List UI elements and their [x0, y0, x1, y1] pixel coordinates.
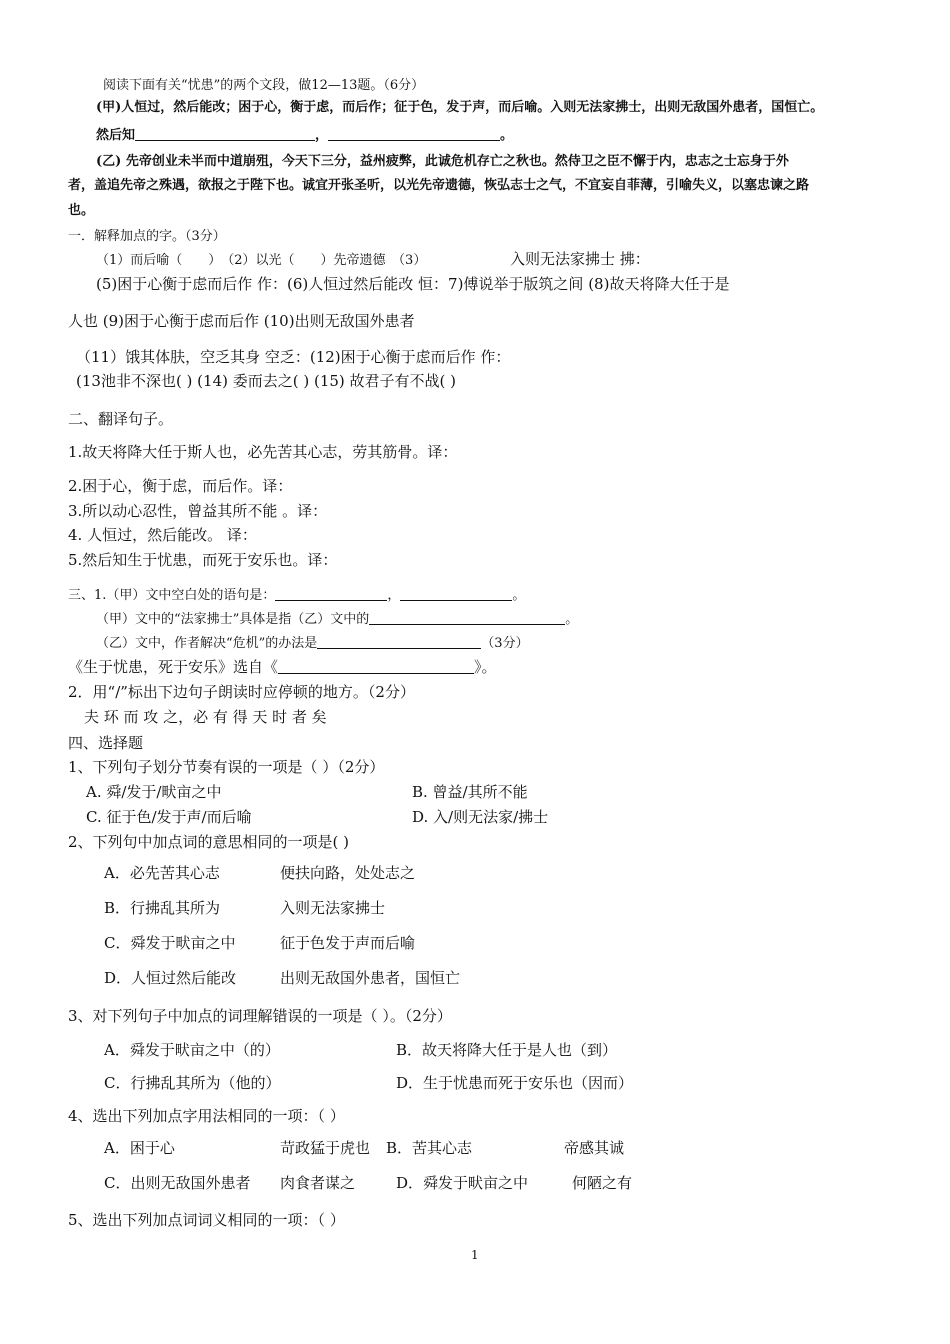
blank-jia-2[interactable]	[328, 126, 500, 141]
section3-q2-prefix: （甲）文中的“法家拂士”具体是指（乙）文中的	[96, 612, 370, 627]
choice-q4-option-a-pair: 苛政猛于虎也	[280, 1139, 371, 1157]
section3-q2-end: 。	[565, 612, 579, 627]
section3-q5: 2．用“/”标出下边句子朗读时应停顿的地方。（2分）	[68, 683, 415, 701]
choice-q4-option-b-pair: 帝感其诚	[564, 1139, 625, 1157]
translate-q2: 2.困于心，衡于虑，而后作。译：	[68, 477, 293, 495]
choice-q4-option-a[interactable]: A．困于心	[104, 1139, 175, 1157]
section4-title: 四、选择题	[68, 734, 144, 752]
blank-s3-q3[interactable]	[317, 634, 481, 649]
section3-q1	[68, 586, 525, 604]
section3-q5-sentence: 夫 环 而 攻 之，必 有 得 天 时 者 矣	[84, 708, 327, 726]
passage-jia-end: 。	[500, 128, 514, 143]
choice-q3-stem: 3、对下列句子中加点的词理解错误的一项是（ ）。（2分）	[68, 1007, 452, 1025]
section3-q1-end: 。	[512, 588, 526, 603]
section3-q3-suffix: （3分）	[481, 636, 529, 651]
blank-s3-q2[interactable]	[369, 610, 565, 625]
section1-title: 一．解释加点的字。（3分）	[68, 229, 226, 244]
blank-s3-q1-a[interactable]	[275, 586, 387, 601]
choice-q3-option-d[interactable]: D．生于忧患而死于安乐也（因而）	[396, 1074, 634, 1092]
translate-q3: 3.所以动心忍性，曾益其所不能 。译：	[68, 502, 328, 520]
choice-q4-option-c[interactable]: C．出则无敌国外患者	[104, 1174, 251, 1192]
choice-q2-stem: 2、下列句中加点词的意思相同的一项是( )	[68, 833, 350, 851]
choice-q4-stem: 4、选出下列加点字用法相同的一项：（ ）	[68, 1107, 345, 1125]
section3-q2	[96, 610, 578, 628]
choice-q4-option-b[interactable]: B．苦其心志	[386, 1139, 473, 1157]
blank-s3-q4[interactable]	[278, 659, 474, 674]
passage-yi-line3: 也。	[68, 203, 95, 218]
choice-q2-option-a-pair: 便扶向路，处处志之	[280, 864, 416, 882]
choice-q4-option-c-pair: 肉食者谋之	[280, 1174, 356, 1192]
choice-q1-option-a[interactable]: A. 舜/发于/畎亩之中	[86, 783, 222, 801]
section3-q3-prefix: （乙）文中，作者解决“危机”的办法是	[96, 636, 318, 651]
section3-q4	[68, 658, 497, 676]
choice-q3-option-c[interactable]: C．行拂乱其所为（他的）	[104, 1074, 281, 1092]
section2-title: 二、翻译句子。	[68, 410, 174, 428]
choice-q3-option-a[interactable]: A．舜发于畎亩之中（的）	[104, 1041, 280, 1059]
choice-q2-option-c-pair: 征于色发于声而后喻	[280, 934, 416, 952]
choice-q4-option-d[interactable]: D．舜发于畎亩之中	[396, 1174, 529, 1192]
blank-s3-q1-b[interactable]	[400, 586, 512, 601]
section1-row5: (13池非不深也( ) (14) 委而去之( ) (15) 故君子有不战( )	[76, 372, 457, 390]
translate-q4: 4. 人恒过，然后能改。 译：	[68, 526, 257, 544]
section1-row4: （11）饿其体肤，空乏其身 空乏：(12)困于心衡于虑而后作 作：	[76, 348, 511, 366]
choice-q3-option-b[interactable]: B．故天将降大任于是人也（到）	[396, 1041, 618, 1059]
section3-q3	[96, 634, 529, 652]
section1-row1a: （1）而后喻（ ） （2）以光（ ）先帝遗德 （3）	[96, 253, 427, 268]
choice-q1-stem: 1、下列句子划分节奏有误的一项是（ ）（2分）	[68, 758, 385, 776]
choice-q1-option-b[interactable]: B. 曾益/其所不能	[412, 783, 528, 801]
choice-q1-option-d[interactable]: D. 入/则无法家/拂士	[412, 808, 549, 826]
translate-q1: 1.故天将降大任于斯人也，必先苦其心志，劳其筋骨。译：	[68, 443, 458, 461]
choice-q2-option-b-pair: 入则无法家拂士	[280, 899, 386, 917]
section3-q4-prefix: 《生于忧患，死于安乐》选自《	[68, 658, 279, 676]
choice-q2-option-d-pair: 出则无敌国外患者，国恒亡	[280, 969, 461, 987]
page-number: 1	[471, 1248, 479, 1262]
passage-jia-line1: (甲)人恒过，然后能改；困于心，衡于虑，而后作；征于色，发于声，而后喻。入则无法家拂士，出则无敌国外患者，国恒亡。	[96, 100, 824, 115]
choice-q1-option-c[interactable]: C. 征于色/发于声/而后喻	[86, 808, 252, 826]
passage-jia-prefix: 然后知	[96, 128, 136, 143]
choice-q5-stem: 5、选出下列加点词词义相同的一项：（ ）	[68, 1211, 345, 1229]
section1-row3: 人也 (9)困于心衡于虑而后作 (10)出则无敌国外患者	[68, 312, 415, 330]
choice-q2-option-d[interactable]: D．人恒过然后能改	[104, 969, 237, 987]
choice-q2-option-a[interactable]: A．必先苦其心志	[104, 864, 220, 882]
choice-q2-option-c[interactable]: C．舜发于畎亩之中	[104, 934, 236, 952]
passage-jia-line2	[96, 126, 513, 144]
blank-jia-1[interactable]	[135, 126, 315, 141]
section1-row1b: 入则无法家拂士 拂：	[510, 250, 650, 268]
passage-yi-line2: 者，盖追先帝之殊遇，欲报之于陛下也。诚宜开张圣听，以光先帝遗德，恢弘志士之气，不宜妄自菲薄，引喻失义，以塞忠谏之路	[68, 178, 810, 193]
choice-q2-option-b[interactable]: B．行拂乱其所为	[104, 899, 221, 917]
reading-intro: 阅读下面有关“忧患”的两个文段，做12—13题。（6分）	[103, 78, 425, 93]
passage-jia-sep: ，	[315, 128, 329, 143]
section3-q1-prefix: 三、1.（甲）文中空白处的语句是：	[68, 588, 276, 603]
section3-q4-suffix: 》。	[474, 658, 497, 676]
choice-q4-option-d-pair: 何陋之有	[572, 1174, 633, 1192]
section3-q1-sep: ，	[387, 588, 401, 603]
passage-yi-line1: (乙) 先帝创业未半而中道崩殂，今天下三分，益州疲弊，此诚危机存亡之秋也。然侍卫之臣不懈于内，忠志之士忘身于外	[96, 154, 789, 169]
translate-q5: 5.然后知生于忧患，而死于安乐也。译：	[68, 551, 338, 569]
section1-row2: (5)困于心衡于虑而后作 作：(6)人恒过然后能改 恒：7)傅说举于版筑之间 (8)故天将降大任于是	[96, 275, 730, 293]
